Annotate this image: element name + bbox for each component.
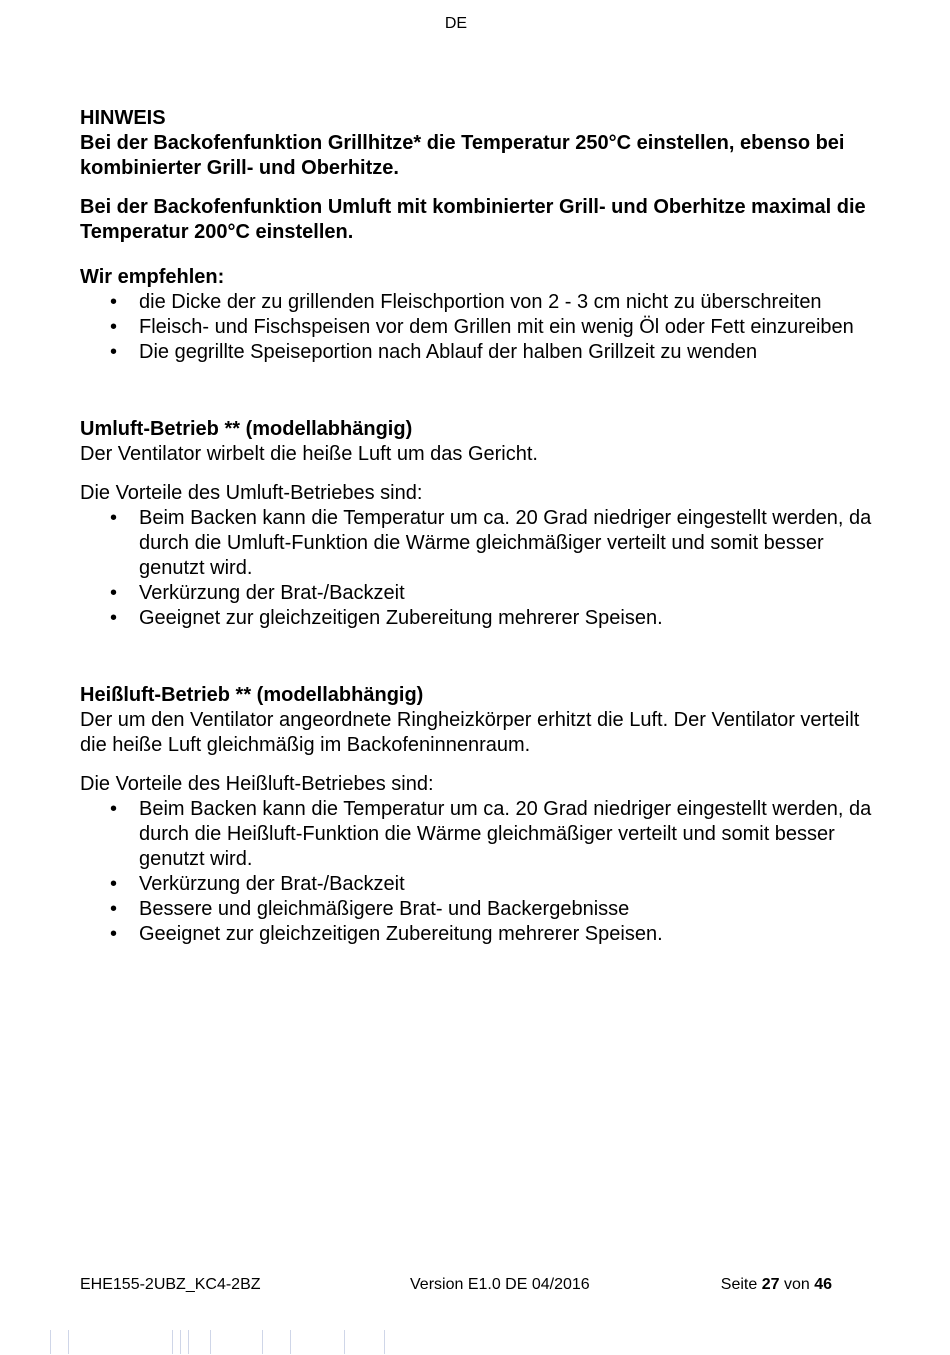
bullet-icon: •	[110, 341, 118, 363]
footer-page-number: Seite 27 von 46	[720, 1276, 832, 1293]
umluft-advantages-list	[80, 506, 880, 631]
umluft-description: Der Ventilator wirbelt die heiße Luft um das Gericht.	[80, 443, 538, 465]
list-item: • Geeignet zur gleichzeitigen Zubereitung mehrerer Speisen.	[110, 923, 663, 945]
recommend-title: Wir empfehlen:	[80, 266, 225, 288]
footer-model: EHE155-2UBZ_KC4-2BZ	[80, 1276, 261, 1293]
list-item: • Verkürzung der Brat-/Backzeit	[110, 582, 405, 604]
list-item: • Die gegrillte Speiseportion nach Ablauf der halben Grillzeit zu wenden	[110, 341, 758, 363]
heissluft-description: Der um den Ventilator angeordnete Ringheizkörper erhitzt die Luft. Der Ventilator verteilt die heiße Luft gleichmäßig im Backofeninnenraum.	[80, 709, 860, 756]
note-title: HINWEIS	[80, 107, 166, 129]
umluft-title: Umluft-Betrieb ** (modellabhängig)	[80, 418, 413, 440]
bullet-icon: •	[110, 798, 118, 820]
bullet-icon: •	[110, 291, 118, 313]
note-paragraph-grill: Bei der Backofenfunktion Grillhitze* die Temperatur 250°C einstellen, ebenso bei kombinierter Grill- und Oberhitze.	[80, 132, 845, 179]
list-item: • Beim Backen kann die Temperatur um ca. 20 Grad niedriger eingestellt werden, da durch die Umluft-Funktion die Wärme gleichmäßiger verteilt und somit besser genutzt wird.	[110, 507, 872, 579]
heissluft-title: Heißluft-Betrieb ** (modellabhängig)	[80, 684, 424, 706]
recommend-list	[80, 290, 880, 365]
bullet-icon: •	[110, 607, 118, 629]
bullet-icon: •	[110, 316, 118, 338]
list-item: • Geeignet zur gleichzeitigen Zubereitung mehrerer Speisen.	[110, 607, 663, 629]
bullet-icon: •	[110, 898, 118, 920]
footer-version: Version E1.0 DE 04/2016	[410, 1276, 590, 1293]
heissluft-advantages-title: Die Vorteile des Heißluft-Betriebes sind:	[80, 773, 434, 795]
note-paragraph-umluft: Bei der Backofenfunktion Umluft mit kombinierter Grill- und Oberhitze maximal die Temperatur 200°C einstellen.	[80, 196, 866, 243]
list-item: • Bessere und gleichmäßigere Brat- und Backergebnisse	[110, 898, 630, 920]
scan-marks	[40, 1330, 460, 1354]
document-body	[80, 106, 880, 947]
page-header-language: DE	[444, 15, 468, 32]
list-item: • die Dicke der zu grillenden Fleischportion von 2 - 3 cm nicht zu überschreiten	[110, 291, 822, 313]
heissluft-advantages-list	[80, 797, 880, 947]
bullet-icon: •	[110, 507, 118, 529]
list-item: • Fleisch- und Fischspeisen vor dem Grillen mit ein wenig Öl oder Fett einzureiben	[110, 316, 854, 338]
umluft-advantages-title: Die Vorteile des Umluft-Betriebes sind:	[80, 482, 423, 504]
list-item: • Verkürzung der Brat-/Backzeit	[110, 873, 405, 895]
bullet-icon: •	[110, 923, 118, 945]
bullet-icon: •	[110, 582, 118, 604]
list-item: • Beim Backen kann die Temperatur um ca. 20 Grad niedriger eingestellt werden, da durch die Heißluft-Funktion die Wärme gleichmäßiger verteilt und somit besser genutzt wird.	[110, 798, 872, 870]
bullet-icon: •	[110, 873, 118, 895]
